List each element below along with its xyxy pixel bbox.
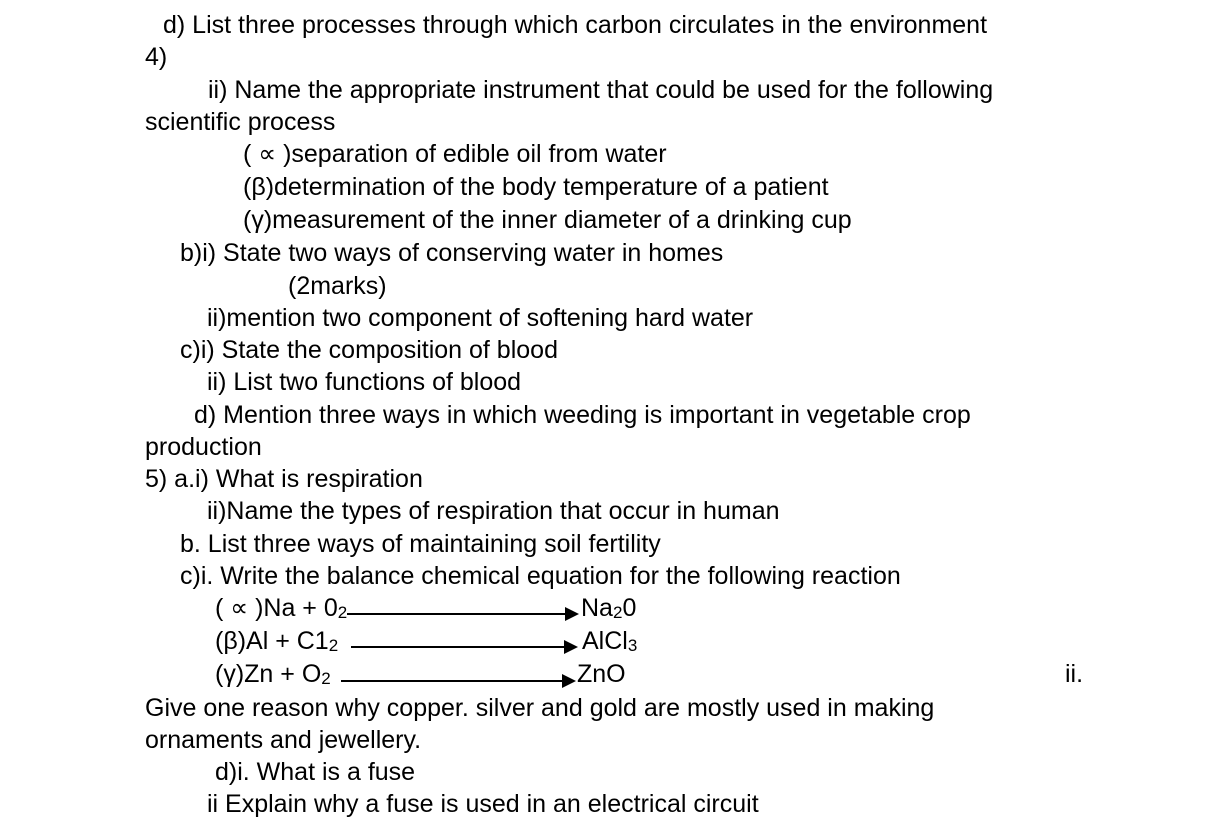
q4-blood-composition: c)i) State the composition of blood xyxy=(180,336,558,364)
q4-item-gamma: (γ)measurement of the inner diameter of a drinking cup xyxy=(243,206,852,234)
q4-instrument-question: ii) Name the appropriate instrument that could be used for the following xyxy=(208,76,994,104)
q4-weeding-question-cont: production xyxy=(145,433,262,461)
q5-respiration-types: ii)Name the types of respiration that occur in human xyxy=(207,497,780,525)
equation-beta-reactants: $(\beta)Al + C1_2$ xyxy=(215,627,339,655)
q5-fuse-explanation: ii Explain why a fuse is used in an electrical circuit xyxy=(207,790,759,818)
q4-item-alpha: ( ∝ )separation of edible oil from water xyxy=(243,140,667,168)
reaction-arrow xyxy=(347,613,565,615)
equation-alpha xyxy=(215,593,735,623)
q4-instrument-question-cont: scientific process xyxy=(145,108,336,136)
marks-label: (2marks) xyxy=(288,272,387,300)
q5-ornaments-question: Give one reason why copper. silver and gold are mostly used in making xyxy=(145,694,935,722)
q5-fuse-question: d)i. What is a fuse xyxy=(215,758,416,786)
reaction-arrow xyxy=(351,646,564,648)
q5-ornaments-question-cont: ornaments and jewellery. xyxy=(145,726,422,754)
q5-equation-instruction: c)i. Write the balance chemical equation for the following reaction xyxy=(180,562,901,590)
q4-weeding-question: d) Mention three ways in which weeding is important in vegetable crop xyxy=(194,401,971,429)
question-number-4: 4) xyxy=(145,43,168,71)
q4-carbon-question: d) List three processes through which carbon circulates in the environment xyxy=(163,11,988,39)
equation-beta xyxy=(215,626,735,656)
equation-gamma-product: ZnO xyxy=(577,660,626,688)
equation-gamma xyxy=(215,659,735,689)
q5-c-ii-marker: ii. xyxy=(1065,660,1084,688)
q4-hard-water: ii)mention two component of softening hard water xyxy=(207,304,754,332)
q5-soil-fertility: b. List three ways of maintaining soil fertility xyxy=(180,530,661,558)
equation-alpha-product: $Na_20$ xyxy=(581,594,637,622)
equation-beta-product: AlCl$_3$ xyxy=(582,627,638,655)
reaction-arrow xyxy=(341,680,562,682)
q4-water-conservation: b)i) State two ways of conserving water in homes xyxy=(180,239,724,267)
q4-item-beta: (β)determination of the body temperature of a patient xyxy=(243,173,829,201)
equation-gamma-reactants: $(\gamma)Zn + O_2$ xyxy=(215,660,331,688)
q5-respiration-question: 5) a.i) What is respiration xyxy=(145,465,423,493)
equation-alpha-reactants: ( ∝ )$Na + 0_2$ xyxy=(215,594,348,622)
q4-blood-functions: ii) List two functions of blood xyxy=(207,368,522,396)
